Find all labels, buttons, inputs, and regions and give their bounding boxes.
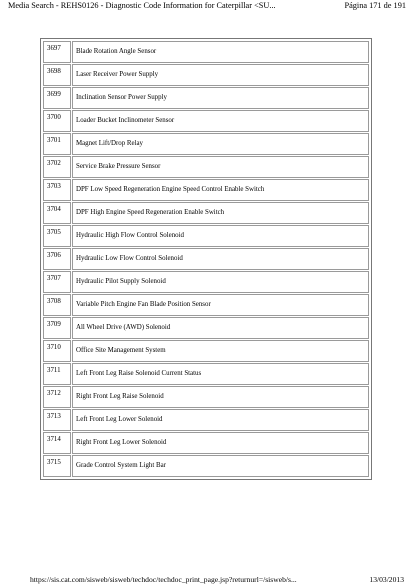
table-row: [43, 432, 369, 454]
description-cell: Hydraulic Low Flow Control Solenoid: [72, 248, 369, 270]
table-row: [43, 294, 369, 316]
table-row: [43, 340, 369, 362]
description-cell: DPF Low Speed Regeneration Engine Speed Control Enable Switch: [72, 179, 369, 201]
table-row: [43, 409, 369, 431]
code-cell: 3712: [43, 386, 71, 408]
code-cell: 3706: [43, 248, 71, 270]
code-cell: 3704: [43, 202, 71, 224]
code-cell: 3699: [43, 87, 71, 109]
code-cell: 3711: [43, 363, 71, 385]
diagnostic-code-table: [40, 38, 372, 480]
table-row: [43, 87, 369, 109]
description-cell: Grade Control System Light Bar: [72, 455, 369, 477]
code-cell: 3708: [43, 294, 71, 316]
table-row: [43, 225, 369, 247]
document-title: Media Search - REHS0126 - Diagnostic Code Information for Caterpillar <SU...: [8, 1, 276, 10]
table-row: [43, 386, 369, 408]
code-cell: 3707: [43, 271, 71, 293]
description-cell: Hydraulic Pilot Supply Solenoid: [72, 271, 369, 293]
code-cell: 3715: [43, 455, 71, 477]
description-cell: Hydraulic High Flow Control Solenoid: [72, 225, 369, 247]
description-cell: All Wheel Drive (AWD) Solenoid: [72, 317, 369, 339]
description-cell: Loader Bucket Inclinometer Sensor: [72, 110, 369, 132]
page-number: Página 171 de 191: [344, 1, 406, 10]
table-row: [43, 455, 369, 477]
code-cell: 3709: [43, 317, 71, 339]
code-cell: 3697: [43, 41, 71, 63]
table-row: [43, 133, 369, 155]
description-cell: Laser Receiver Power Supply: [72, 64, 369, 86]
table-row: [43, 202, 369, 224]
description-cell: Blade Rotation Angle Sensor: [72, 41, 369, 63]
description-cell: Inclination Sensor Power Supply: [72, 87, 369, 109]
description-cell: Service Brake Pressure Sensor: [72, 156, 369, 178]
description-cell: Magnet Lift/Drop Relay: [72, 133, 369, 155]
code-cell: 3714: [43, 432, 71, 454]
print-date: 13/03/2013: [369, 575, 404, 584]
description-cell: Left Front Leg Lower Solenoid: [72, 409, 369, 431]
table-row: [43, 179, 369, 201]
code-cell: 3701: [43, 133, 71, 155]
table-row: [43, 41, 369, 63]
code-cell: 3710: [43, 340, 71, 362]
table-row: [43, 110, 369, 132]
table-row: [43, 363, 369, 385]
description-cell: Left Front Leg Raise Solenoid Current Status: [72, 363, 369, 385]
code-cell: 3703: [43, 179, 71, 201]
description-cell: Variable Pitch Engine Fan Blade Position Sensor: [72, 294, 369, 316]
description-cell: Right Front Leg Lower Solenoid: [72, 432, 369, 454]
code-cell: 3702: [43, 156, 71, 178]
table-row: [43, 156, 369, 178]
description-cell: DPF High Engine Speed Regeneration Enable Switch: [72, 202, 369, 224]
table-row: [43, 248, 369, 270]
table-row: [43, 64, 369, 86]
table-row: [43, 271, 369, 293]
code-cell: 3698: [43, 64, 71, 86]
description-cell: Office Site Management System: [72, 340, 369, 362]
description-cell: Right Front Leg Raise Solenoid: [72, 386, 369, 408]
table-body: [43, 41, 369, 477]
code-cell: 3713: [43, 409, 71, 431]
page-url: https://sis.cat.com/sisweb/sisweb/techdoc/techdoc_print_page.jsp?returnurl=/sisweb/s...: [30, 575, 297, 584]
code-cell: 3705: [43, 225, 71, 247]
code-cell: 3700: [43, 110, 71, 132]
table-row: [43, 317, 369, 339]
